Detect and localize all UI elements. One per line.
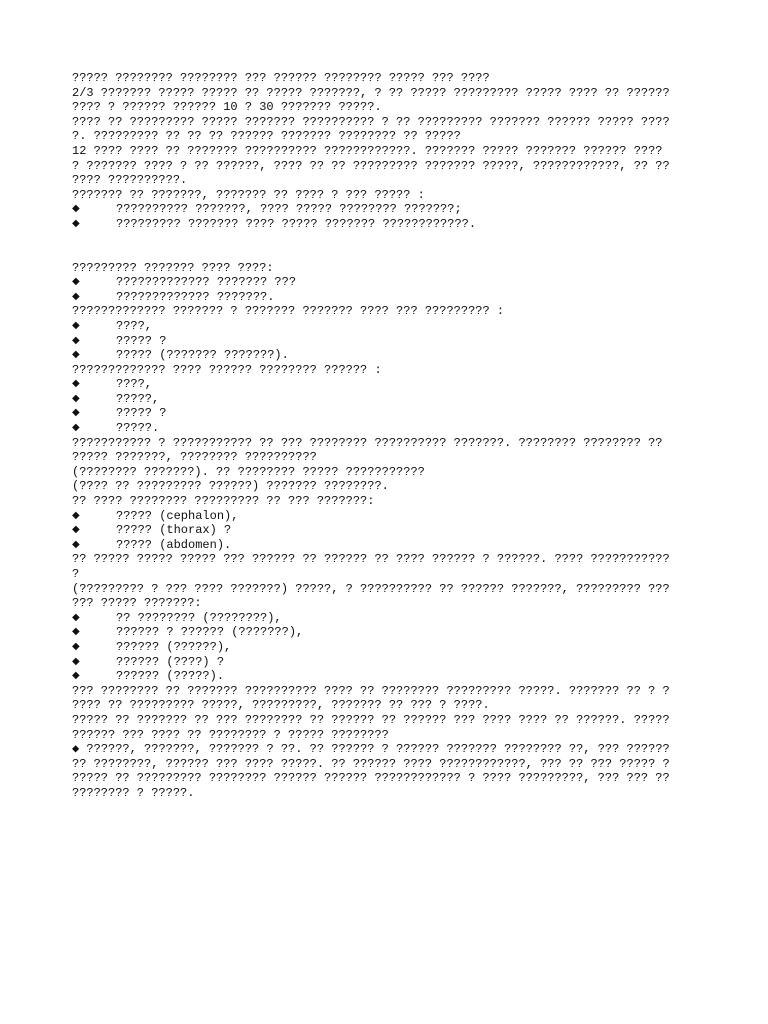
text-line: ???? ?? ????????? ????? ??????? ?????????? ? ?? ????????? ??????? ?????? ????? ???? — [72, 114, 670, 129]
list-item-text: ?????? (?????). — [116, 669, 225, 684]
text-line: ??????????? ? ??????????? ?? ??? ???????? ?????????? ???????. ???????? ???????? ?? — [72, 435, 663, 450]
list-item-text: ?????????? ???????, ???? ????? ???????? ???????; — [116, 202, 462, 217]
text-line: ?????? ??? ???? ?? ???????? ? ????? ???????? — [72, 727, 389, 742]
text-line: ???? ??????????. — [72, 173, 188, 188]
list-item-text: ????? ? — [116, 406, 167, 421]
text-line: (???? ?? ????????? ??????) ??????? ????????. — [72, 479, 389, 494]
diamond-bullet-icon: ◆ — [72, 319, 80, 331]
text-line: ?? ????? ????? ????? ??? ?????? ?? ?????? ?? ???? ?????? ? ??????. ???? ??????????? — [72, 552, 670, 567]
list-item — [72, 348, 712, 363]
diamond-bullet-icon: ◆ — [72, 378, 80, 390]
list-item — [72, 275, 712, 290]
text-line: ????????????? ??????? ? ??????? ??????? ???? ??? ????????? : — [72, 304, 505, 319]
text-line: ???? ?? ????????? ?????, ?????????, ??????? ?? ??? ? ????. — [72, 698, 490, 713]
list-item-text: ?? ???????? (????????), — [116, 610, 282, 625]
list-item — [72, 406, 712, 421]
list-item — [72, 377, 712, 392]
list-item-text: ????, — [116, 318, 153, 333]
diamond-bullet-icon: ◆ — [72, 640, 80, 652]
list-item — [72, 392, 712, 407]
diamond-bullet-icon: ◆ — [72, 626, 80, 638]
document-page — [72, 71, 712, 801]
diamond-bullet-icon: ◆ — [72, 407, 80, 419]
list-item-text: ????, — [116, 377, 153, 392]
text-line: ????? ?? ????????? ???????? ?????? ?????? ???????????? ? ???? ?????????, ??? ??? ?? — [72, 771, 670, 786]
list-item-text: ?????? (??????), — [116, 639, 232, 654]
diamond-bullet-icon: ◆ — [72, 655, 80, 667]
list-item-text: ?????. — [116, 421, 160, 436]
text-line: ????????? ??????? ???? ????: — [72, 260, 274, 275]
diamond-bullet-icon: ◆ — [72, 538, 80, 550]
list-item-text: ?????? ? ?????? (???????), — [116, 625, 304, 640]
list-item — [72, 202, 712, 217]
text-line: ????? ?? ??????? ?? ??? ???????? ?? ?????? ?? ?????? ??? ???? ???? ?? ??????. ????? — [72, 712, 670, 727]
diamond-bullet-icon: ◆ — [72, 276, 80, 288]
text-line: ? — [72, 567, 80, 581]
list-item-text: ????????????? ???????. — [116, 289, 275, 304]
diamond-bullet-icon: ◆ — [72, 203, 80, 215]
text-line: ????? ???????? ???????? ??? ?????? ???????? ????? ??? ???? — [72, 71, 490, 85]
text-line: (????????? ? ??? ???? ???????) ?????, ? ?????????? ?? ?????? ???????, ????????? ??? — [72, 581, 670, 596]
text-line: ? ??????? ???? ? ?? ??????, ???? ?? ?? ????????? ??????? ?????, ????????????, ?? ?? — [72, 158, 670, 173]
text-line: ???????? ? ?????. — [72, 785, 195, 800]
text-line: ?? ???? ???????? ????????? ?? ??? ???????: — [72, 494, 375, 509]
text-line: ????? ???????, ???????? ?????????? — [72, 450, 317, 465]
list-item-text: ????? (thorax) ? — [116, 523, 232, 538]
diamond-bullet-icon: ◆ — [72, 611, 80, 623]
list-item-text: ????????? ??????? ???? ????? ??????? ????????????. — [116, 216, 477, 231]
diamond-bullet-icon: ◆ — [72, 670, 80, 682]
list-item — [72, 655, 712, 670]
diamond-bullet-icon: ◆ — [72, 524, 80, 536]
list-item-text: ????? (abdomen). — [116, 537, 232, 552]
list-item-text: ????????????? ??????? ??? — [116, 275, 297, 290]
diamond-bullet-icon: ◆ — [72, 392, 80, 404]
text-line: 2/3 ??????? ????? ????? ?? ????? ???????, ? ?? ????? ????????? ????? ???? ?? ?????? — [72, 85, 670, 100]
list-item-text: ?????? (????) ? — [116, 654, 225, 669]
list-item-text: ????? (??????? ???????). — [116, 348, 289, 363]
diamond-bullet-icon: ◆ — [72, 349, 80, 361]
text-line: ????????????? ???? ?????? ???????? ?????? : — [72, 362, 382, 377]
text-line: (???????? ???????). ?? ???????? ????? ??????????? — [72, 464, 425, 479]
list-item — [72, 509, 712, 524]
diamond-bullet-icon: ◆ — [72, 422, 80, 434]
list-item-text: ?????, — [116, 391, 160, 406]
text-line: 12 ???? ???? ?? ??????? ?????????? ????????????. ??????? ????? ??????? ?????? ???? — [72, 143, 663, 158]
text-line: ?? ????????, ?????? ??? ???? ?????. ?? ?????? ???? ????????????, ??? ?? ??? ????? ? — [72, 756, 670, 771]
paragraph-gap — [72, 232, 712, 261]
list-item — [72, 640, 712, 655]
list-item-text: ????? (cephalon), — [116, 508, 239, 523]
diamond-bullet-icon: ◆ — [72, 334, 80, 346]
text-line: ??? ????? ???????: — [72, 596, 202, 611]
list-item — [72, 538, 712, 553]
text-line: ??? ???????? ?? ??????? ?????????? ???? ?? ???????? ????????? ?????. ??????? ?? ? ? — [72, 683, 670, 698]
text-line: ??????? ?? ???????, ??????? ?? ???? ? ??? ????? : — [72, 187, 425, 202]
list-item — [72, 625, 712, 640]
list-item — [72, 290, 712, 305]
diamond-bullet-icon: ◆ — [72, 509, 80, 521]
list-item — [72, 334, 712, 349]
list-item — [72, 611, 712, 626]
list-item — [72, 217, 712, 232]
text-line: ◆ ??????, ???????, ??????? ? ??. ?? ?????? ? ?????? ??????? ???????? ??, ??? ?????? — [72, 742, 670, 757]
list-item — [72, 421, 712, 436]
diamond-bullet-icon: ◆ — [72, 217, 80, 229]
list-item-text: ????? ? — [116, 333, 167, 348]
diamond-bullet-icon: ◆ — [72, 290, 80, 302]
text-line: ?. ????????? ?? ?? ?? ?????? ??????? ???????? ?? ????? — [72, 129, 461, 144]
list-item — [72, 523, 712, 538]
text-line: ???? ? ?????? ?????? 10 ? 30 ??????? ?????. — [72, 100, 382, 115]
list-item — [72, 669, 712, 684]
list-item — [72, 319, 712, 334]
